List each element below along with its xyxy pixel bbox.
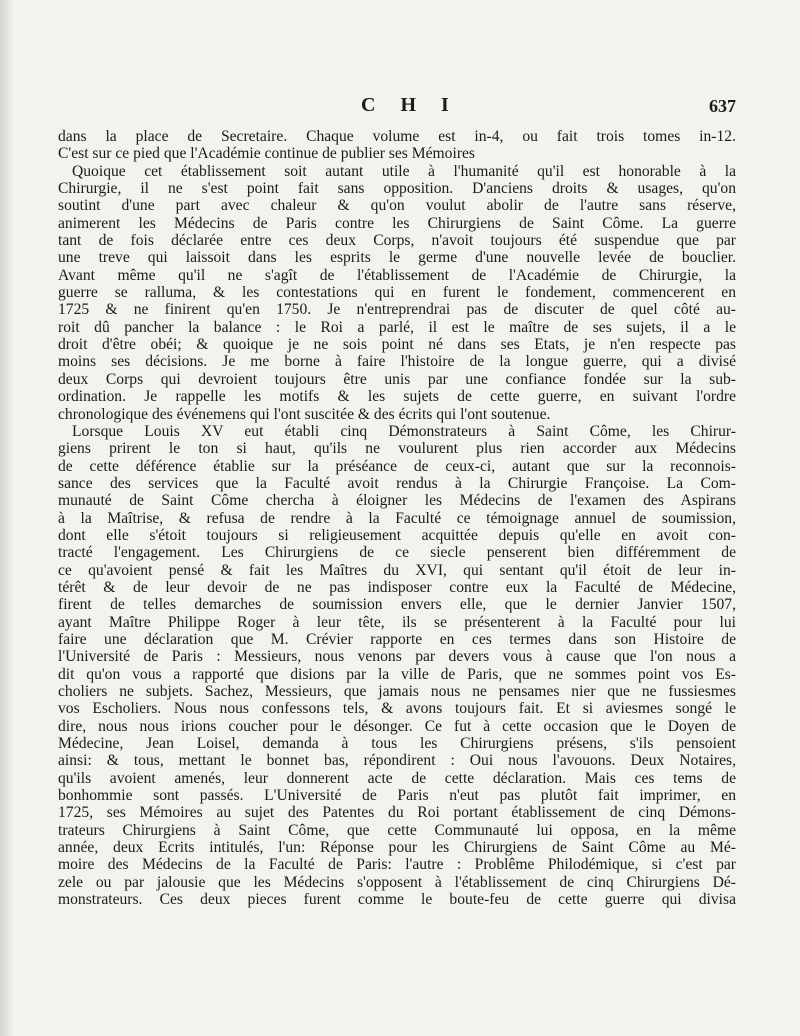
text-line: 1725, ses Mémoires au sujet des Patentes du Roi portant établissement de cinq Démons- (58, 804, 736, 822)
text-line: qu'ils avoient amenés, leur donnerent acte de cette déclaration. Mais ces tems de (58, 769, 736, 787)
text-line: choliers ne subjets. Sachez, Messieurs, que jamais nous ne pensames nier que ne fussiesmes (58, 683, 736, 700)
text-line: zele ou par jalousie que les Médecins s'opposent à l'établissement de cinq Chirurgiens Dé- (58, 873, 736, 891)
text-line: térêt & de leur devoir de ne pas indisposer contre eux la Faculté de Médecine, (58, 578, 736, 596)
text-line: ordination. Je rappelle les motifs & les sujets de cette guerre, en suivant l'ordre (58, 388, 736, 406)
text-line: guerre se ralluma, & les contestations qui en furent le fondement, commencerent en (58, 284, 736, 302)
text-line: de cette déférence établie sur la préséance de ceux-ci, autant que sur la reconnois- (58, 457, 736, 475)
text-line: ainsi: & tous, mettant le bonnet bas, répondirent : Oui nous l'avouons. Deux Notaires, (58, 752, 736, 770)
text-line: Chirurgie, il ne s'est point fait sans opposition. D'anciens droits & usages, qu'on (58, 180, 736, 198)
text-line: ce qu'avoient pensé & fait les Maîtres du XVI, qui sentant qu'il étoit de leur in- (58, 561, 736, 579)
text-line: droit d'être obéi; & quoique je ne sois point né dans ses Etats, je n'en respecte pas (58, 336, 736, 354)
text-line: sance des services que la Faculté avoit rendus à la Chirurgie Françoise. La Com- (58, 474, 736, 492)
text-line: ayant Maître Philippe Roger à leur tête, ils se présenterent à la Faculté pour lui (58, 613, 736, 631)
text-line: année, deux Ecrits intitulés, l'un: Réponse pour les Chirurgiens de Saint Côme au Mé- (58, 839, 736, 857)
text-line: roit dû pancher la balance : le Roi a parlé, il est le maître de ses sujets, il a le (58, 318, 736, 336)
text-line: soutint d'une part avec chaleur & qu'on voulut abolir de l'autre sans réserve, (58, 197, 736, 215)
text-line: l'Université de Paris : Messieurs, nous venons par devers vous à cause que l'on nous a (58, 648, 736, 666)
text-line: dont elle s'étoit toujours si religieusement acquittée depuis qu'elle en avoit con- (58, 526, 736, 544)
text-line: faire une déclaration que M. Crévier rapporte en ces termes dans son Histoire de (58, 630, 736, 648)
text-line: bonhommie sont passés. L'Université de Paris n'eut pas plutôt fait imprimer, en (58, 787, 736, 805)
text-line: firent de telles demarches de soumission envers elle, que le dernier Janvier 1507, (58, 596, 736, 614)
body-text (58, 128, 736, 908)
text-line: animerent les Médecins de Paris contre les Chirurgiens de Saint Côme. La guerre (58, 214, 736, 232)
text-line: munauté de Saint Côme chercha à éloigner les Médecins de l'examen des Aspirans (58, 492, 736, 510)
text-line: dit qu'on vous a rapporté que disions par la ville de Paris, que ne sommes point vos Es- (58, 665, 736, 683)
text-line: Avant même qu'il ne s'agît de l'établissement de l'Académie de Chirurgie, la (58, 266, 736, 284)
page-number: 637 (709, 96, 736, 116)
page-gutter-shadow (0, 0, 14, 1036)
text-line: chronologique des événemens qui l'ont suscitée & des écrits qui l'ont soutenue. (58, 405, 551, 423)
text-line: 1725 & ne finirent qu'en 1750. Je n'entreprendrai pas de discuter de quel côté au- (58, 301, 736, 319)
text-line: moins ses décisions. Je me borne à faire l'histoire de la longue guerre, qui a divisé (58, 353, 736, 371)
text-line: une treve qui laissoit dans les esprits le germe d'une nouvelle levée de bouclier. (58, 249, 736, 267)
text-line: Lorsque Louis XV eut établi cinq Démonstrateurs à Saint Côme, les Chirur- (72, 422, 736, 440)
running-head: C H I (361, 94, 459, 116)
text-line: Quoique cet établissement soit autant utile à l'humanité qu'il est honorable à la (72, 162, 736, 180)
text-line: monstrateurs. Ces deux pieces furent comme le boute-feu de cette guerre qui divisa (58, 891, 736, 909)
text-line: trateurs Chirurgiens à Saint Côme, que cette Communauté lui opposa, en la même (58, 821, 736, 839)
text-line: dire, nous nous irions coucher pour le désonger. Ce fut à cette occasion que le Doyen de (58, 717, 736, 735)
text-line: C'est sur ce pied que l'Académie continue de publier ses Mémoires (58, 145, 475, 163)
text-line: giens prirent le ton si haut, qu'ils ne voulurent plus rien accorder aux Médecins (58, 440, 736, 458)
text-line: tracté l'engagement. Les Chirurgiens de ce siecle penserent bien différemment de (58, 544, 736, 562)
text-line: Médecine, Jean Loisel, demanda à tous les Chirurgiens présens, s'ils pensoient (58, 735, 736, 753)
text-line: tant de fois déclarée entre ces deux Corps, n'avoit toujours été suspendue que par (58, 232, 736, 250)
text-line: à la Maîtrise, & refusa de rendre à la Faculté ce témoignage annuel de soumission, (58, 509, 736, 527)
page-header (58, 94, 736, 120)
text-line: deux Corps qui devroient toujours être unis par une confiance fondée sur la sub- (58, 370, 736, 388)
text-line: dans la place de Secretaire. Chaque volume est in-4, ou fait trois tomes in-12. (58, 128, 736, 145)
text-line: moire des Médecins de la Faculté de Paris: l'autre : Problême Philodémique, si c'est par (58, 856, 736, 874)
text-line: vos Escholiers. Nous nous confessons tels, & avons toujours fait. Et si aviesmes songé le (58, 700, 736, 718)
